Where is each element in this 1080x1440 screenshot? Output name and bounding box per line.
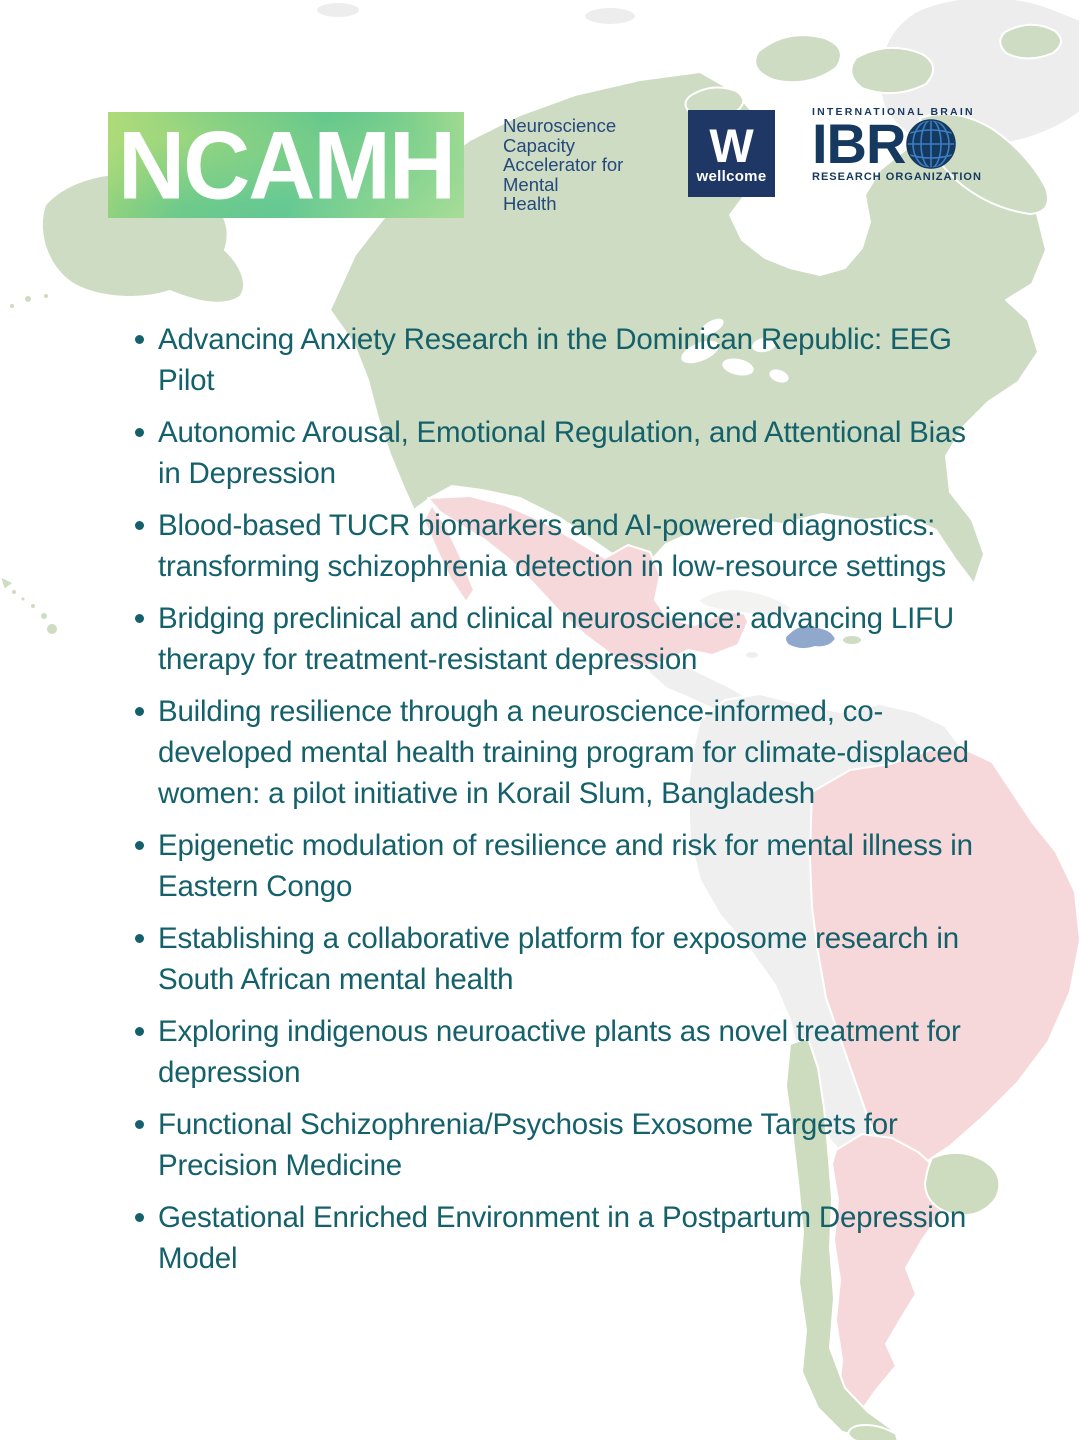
ncamh-subtitle-line: Mental: [503, 173, 559, 195]
ncamh-subtitle-line: Neuroscience: [503, 115, 617, 136]
ibro-wordmark: IBR: [812, 112, 906, 175]
bullet-icon: [135, 521, 144, 530]
project-title: Blood-based TUCR biomarkers and AI-powered diagnostics: transforming schizophrenia detection in low-resource settings: [158, 509, 946, 583]
wellcome-w-icon: W: [709, 118, 754, 172]
bullet-icon: [135, 1027, 144, 1036]
list-item: [134, 918, 980, 1000]
bullet-icon: [135, 335, 144, 344]
list-item: [134, 825, 980, 907]
list-item: [134, 1104, 980, 1186]
list-item: [134, 691, 980, 814]
ibro-logo: [812, 106, 988, 183]
ibro-top-label: INTERNATIONAL BRAIN: [812, 106, 975, 118]
ncamh-wordmark: NCAMH: [117, 110, 455, 219]
project-title: Establishing a collaborative platform for exposome research in South African mental health: [158, 922, 959, 996]
project-title: Gestational Enriched Environment in a Postpartum Depression Model: [158, 1201, 967, 1275]
project-title: Exploring indigenous neuroactive plants as novel treatment for depression: [158, 1015, 961, 1089]
list-item: [134, 319, 980, 401]
list-item: [134, 1197, 980, 1279]
project-title: Autonomic Arousal, Emotional Regulation, and Attentional Bias in Depression: [158, 416, 966, 490]
list-item: [134, 598, 980, 680]
bullet-icon: [135, 428, 144, 437]
bullet-icon: [135, 1213, 144, 1222]
bullet-icon: [135, 614, 144, 623]
list-item: [134, 505, 980, 587]
globe-icon: [906, 119, 956, 169]
ncamh-logo: [108, 112, 464, 218]
project-title: Epigenetic modulation of resilience and risk for mental illness in Eastern Congo: [158, 829, 973, 903]
bullet-icon: [135, 707, 144, 716]
wellcome-logo: [688, 110, 775, 197]
project-list: [134, 319, 980, 1290]
wellcome-label: wellcome: [696, 167, 767, 185]
bullet-icon: [135, 934, 144, 943]
bullet-icon: [135, 1120, 144, 1129]
project-title: Bridging preclinical and clinical neuroscience: advancing LIFU therapy for treatment-resistant depression: [158, 602, 955, 676]
ncamh-subtitle-line: Accelerator for: [503, 154, 624, 175]
ncamh-subtitle-line: Health: [503, 193, 557, 214]
list-item: [134, 1011, 980, 1093]
project-title: Advancing Anxiety Research in the Dominican Republic: EEG Pilot: [158, 323, 952, 397]
list-item: [134, 412, 980, 494]
ncamh-subtitle-line: Capacity: [503, 134, 575, 156]
ibro-bottom-label: RESEARCH ORGANIZATION: [812, 171, 982, 183]
ncamh-subtitle: [503, 116, 653, 214]
project-title: Functional Schizophrenia/Psychosis Exosome Targets for Precision Medicine: [158, 1108, 898, 1182]
project-title: Building resilience through a neuroscience-informed, co-developed mental health training program for climate-displaced women: a pilot initiative in Korail Slum, Bangladesh: [158, 695, 969, 810]
bullet-icon: [135, 841, 144, 850]
